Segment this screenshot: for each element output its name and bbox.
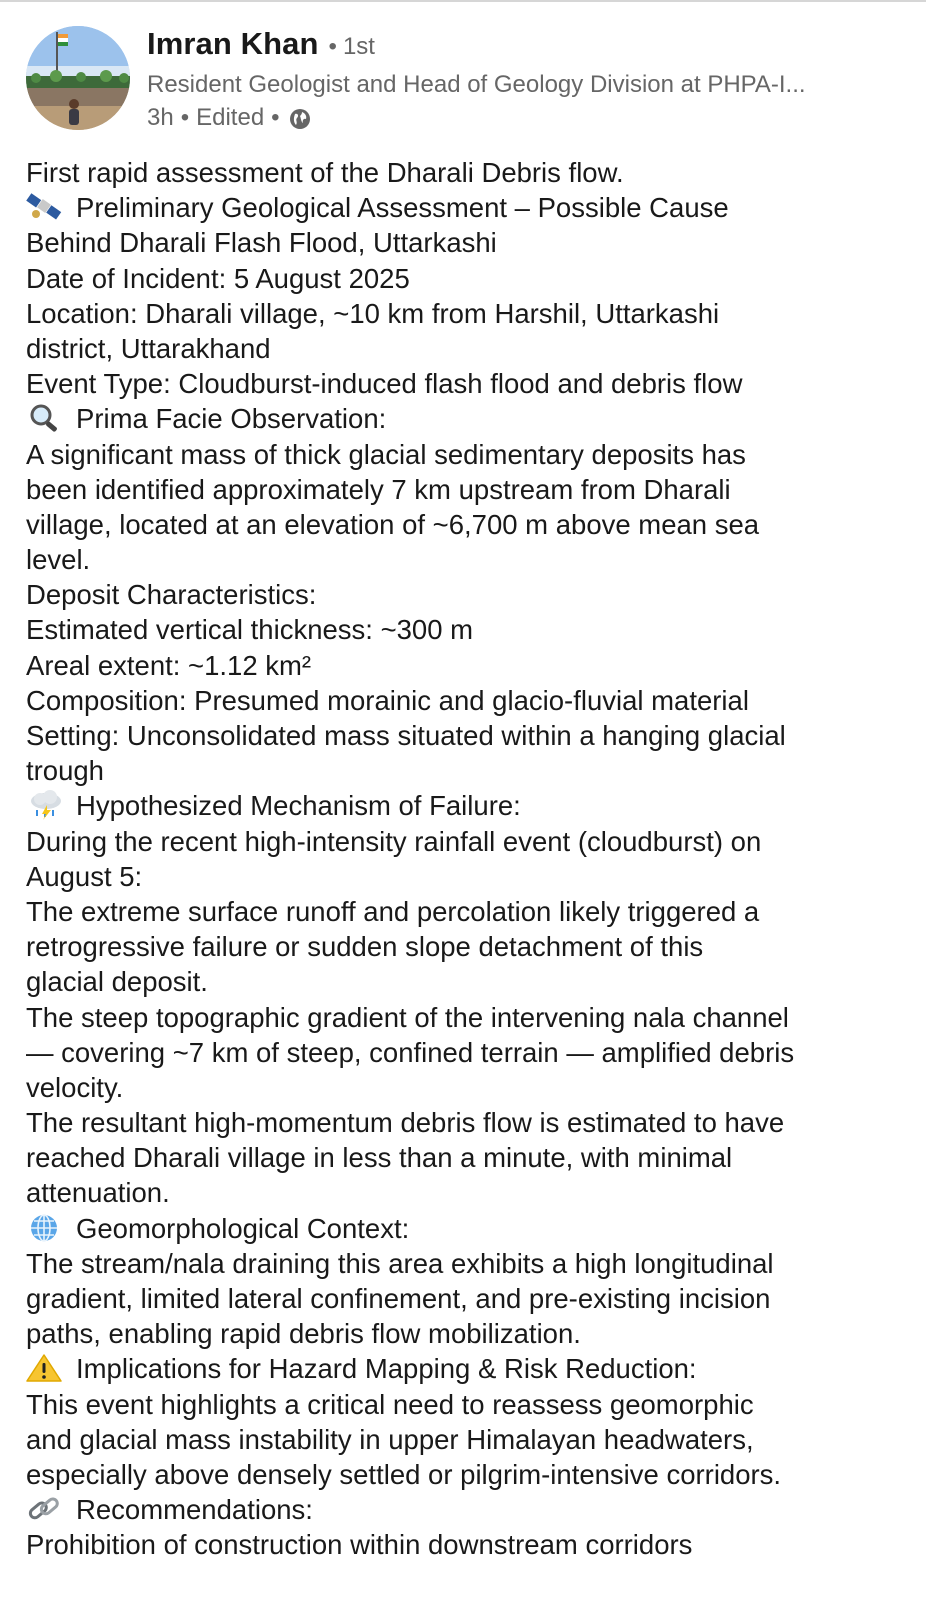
post-line: trough (26, 755, 104, 787)
post-line: The steep topographic gradient of the intervening nala channel (26, 1001, 789, 1033)
post-line: During the recent high-intensity rainfall event (cloudburst) on (26, 825, 762, 857)
name-row (147, 26, 907, 68)
post-line: paths, enabling rapid debris flow mobilization. (26, 1318, 581, 1350)
avatar-photo (26, 26, 130, 130)
post-line: gradient, limited lateral confinement, and pre-existing incision (26, 1283, 771, 1314)
post-line: The resultant high-momentum debris flow is estimated to have (26, 1107, 785, 1139)
post-line: First rapid assessment of the Dharali Debris flow. (26, 157, 624, 188)
post-line: Preliminary Geological Assessment – Possible Cause (26, 190, 906, 225)
connection-degree: 1st (342, 33, 375, 60)
post-line: Implications for Hazard Mapping & Risk Reduction: (26, 1351, 906, 1386)
separator-dot: • (180, 104, 190, 131)
satellite-icon (26, 192, 66, 222)
post-line: Location: Dharali village, ~10 km from Harshil, Uttarkashi (26, 297, 720, 329)
post-line: This event highlights a critical need to reassess geomorphic (26, 1388, 754, 1420)
edited-label: Edited (196, 104, 265, 131)
post-line: Event Type: Cloudburst-induced flash flood and debris flow (26, 368, 743, 400)
post-line: Estimated vertical thickness: ~300 m (26, 614, 474, 646)
magnifier-icon (26, 403, 66, 433)
post-line: Recommendations: (26, 1492, 906, 1527)
author-name[interactable]: Imran Khan (147, 26, 319, 61)
post-line: August 5: (26, 860, 143, 892)
post-header (26, 26, 906, 130)
globe-icon (289, 107, 311, 129)
author-meta (147, 26, 907, 134)
post-line: attenuation. (26, 1177, 170, 1209)
post-line: The extreme surface runoff and percolation likely triggered a (26, 895, 760, 927)
warning-icon (26, 1353, 66, 1383)
post-line: Behind Dharali Flash Flood, Uttarkashi (26, 227, 497, 259)
top-divider (0, 0, 926, 2)
post-line: Composition: Presumed morainic and glacio-fluvial material (26, 684, 749, 716)
rain-cloud-icon (26, 790, 66, 820)
post-line: level. (26, 544, 91, 576)
post-line: Geomorphological Context: (26, 1211, 906, 1246)
post-line: Prohibition of construction within downstream corridors (26, 1529, 693, 1561)
post-line: Setting: Unconsolidated mass situated within a hanging glacial (26, 720, 786, 751)
post-line: glacial deposit. (26, 966, 208, 998)
separator-dot: • (271, 104, 280, 131)
post-line: Date of Incident: 5 August 2025 (26, 262, 410, 294)
link-icon (26, 1494, 66, 1524)
post-line: Hypothesized Mechanism of Failure: (26, 788, 906, 823)
post-line: and glacial mass instability in upper Himalayan headwaters, (26, 1423, 754, 1455)
post-line: Areal extent: ~1.12 km² (26, 649, 312, 681)
post-line: The stream/nala draining this area exhibits a high longitudinal (26, 1247, 774, 1279)
post-line: district, Uttarakhand (26, 332, 271, 364)
post-line: velocity. (26, 1071, 124, 1103)
post-line: village, located at an elevation of ~6,700 m above mean sea (26, 508, 760, 540)
post-line: — covering ~7 km of steep, confined terrain — amplified debris (26, 1036, 795, 1068)
post-line: Deposit Characteristics: (26, 579, 317, 611)
post-line: Prima Facie Observation: (26, 401, 906, 436)
author-headline: Resident Geologist and Head of Geology Division at PHPA-I... (147, 71, 806, 98)
post-line: A significant mass of thick glacial sedimentary deposits has (26, 438, 746, 470)
post-time-row (147, 102, 907, 134)
post-line: reached Dharali village in less than a minute, with minimal (26, 1142, 733, 1174)
globe-meridians-icon (26, 1213, 66, 1243)
avatar[interactable] (26, 26, 130, 130)
separator-dot: • (328, 33, 337, 60)
post-time: 3h (147, 104, 174, 131)
post-line: especially above densely settled or pilgrim-intensive corridors. (26, 1458, 782, 1490)
post-body (26, 155, 906, 1563)
post-line: been identified approximately 7 km upstream from Dharali (26, 473, 731, 505)
post-line: retrogressive failure or sudden slope detachment of this (26, 931, 704, 963)
